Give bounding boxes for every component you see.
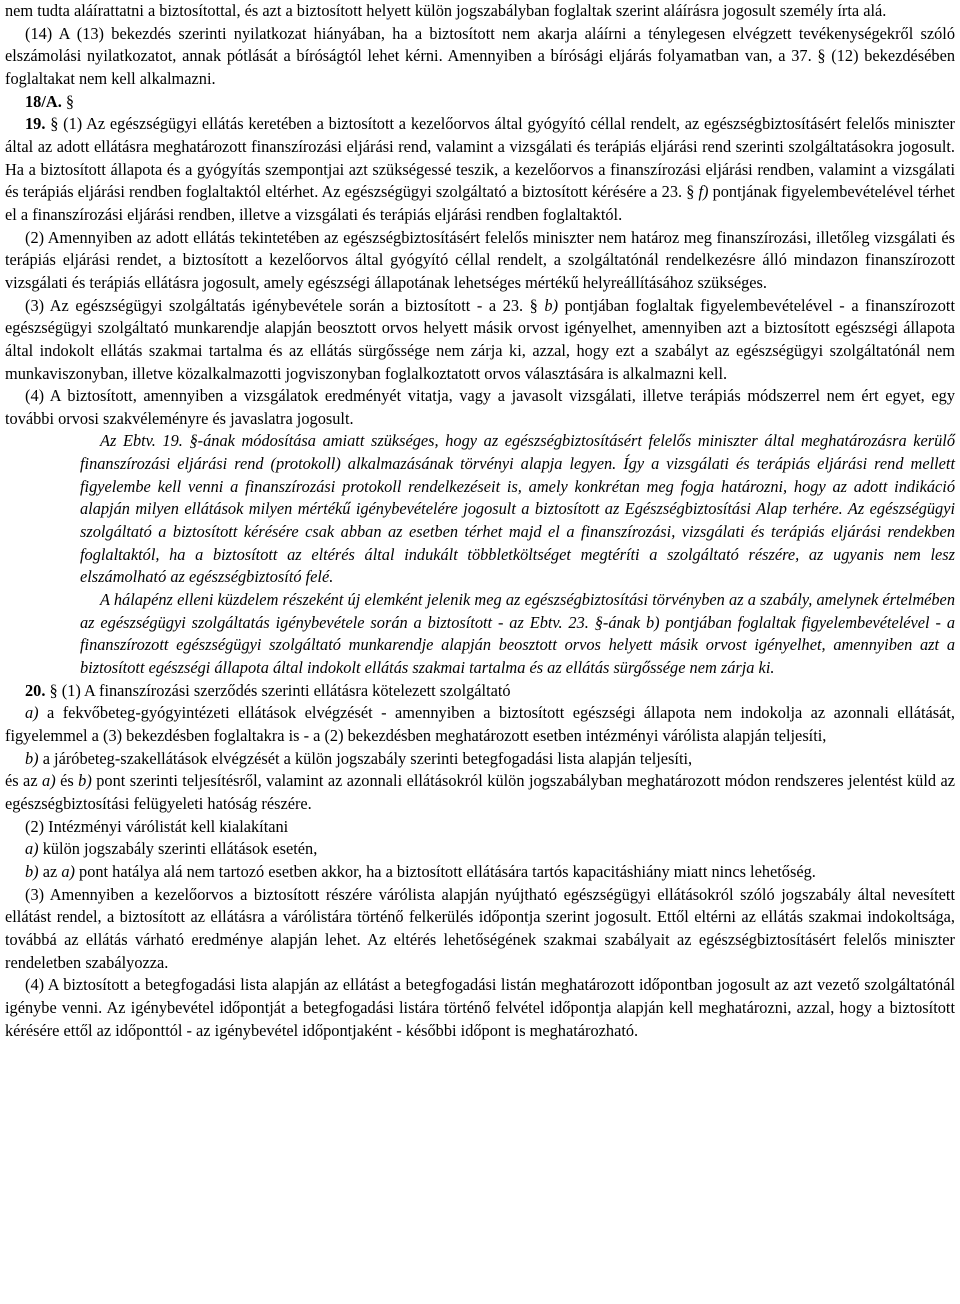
section-20-point-b: b) a járóbeteg-szakellátások elvégzését a külön jogszabály szerinti betegfogadási lista alapján teljesíti, <box>25 748 693 768</box>
section-18a-label: 18/A. <box>25 91 62 111</box>
section-20-para-3: (3) Amennyiben a kezelőorvos a biztosított részére várólista alapján nyújtható egészségügyi ellátásokról szóló jogszabály által nevesített ellátást rendel, a biztosított az ellátásra a várólistára történő felkerülés időpontja szerint jogosult. Ettől eltérni az ellátás szakmai indokoltsága, továbbá az ellátás várható eredménye alapján lehet. Az eltérés lehetőségének szakmai szabályait az egészségbiztosításért felelős miniszter rendeletben szabályozza. <box>5 884 955 972</box>
commentary-paragraph-1: Az Ebtv. 19. §-ának módosítása amiatt szükséges, hogy az egészségbiztosításért felelős miniszter által meghatározásra kerülő finanszírozási eljárási rend (protokoll) alkalmazásának törvényi alapja legyen. Így a vizsgálati és terápiás eljárási rend mellett figyelembe kell venni a finanszírozási protokoll rendelkezéseit is, amely konkrétan meg fogja határozni, hogy az adott indikáció alapján milyen ellátások milyen mértékű igénybevételére jogosult a biztosított az Egészségbiztosítási Alap terhére. Az egészségügyi szolgáltató a biztosított kérésére csak abban az esetben térhet majd el a finanszírozási, vizsgálati és terápiás eljárási rendekben foglaltaktól, ha a biztosított az eltérés által indukált többletköltséget megtéríti a szolgáltató részére, az ugyanis nem lesz elszámolható az egészségbiztosító felé. <box>80 431 955 587</box>
section-20-para-2-point-b: b) az a) pont hatálya alá nem tartozó esetben akkor, ha a biztosított ellátására tartós kapacitáshiány miatt nincs lehetőség. <box>25 861 816 881</box>
section-19-para-4: (4) A biztosított, amennyiben a vizsgálatok eredményét vitatja, vagy a javasolt vizsgálati, illetve terápiás módszerrel nem ért egyet, egy további orvosi szakvéleményre és javaslatra jogosult. <box>5 386 955 428</box>
section-19-para-1: 19. § (1) Az egészségügyi ellátás keretében a biztosított a kezelőorvos által gyógyító céllal rendelt, az egészségbiztosításért felelős miniszter által az adott ellátásra meghatározott finanszírozási eljárási rend, valamint a vizsgálati és terápiás eljárási rend szerinti szolgáltatásokra jogosult. Ha a biztosított állapota és a gyógyítás szempontjai azt szükségessé teszik, a kezelőorvos a finanszírozási eljárási rendben, valamint a vizsgálati és terápiás eljárási rendben foglaltaktól eltérhet. Az egészségügyi szolgáltató a biztosított kérésére a 23. § f) pontjának figyelembevételével térhet el a finanszírozási eljárási rendben, illetve a vizsgálati és terápiás eljárási rendben foglaltaktól. <box>5 114 955 224</box>
paragraph-continuation: nem tudta aláírattatni a biztosítottal, és azt a biztosított helyett külön jogszabályban foglaltak szerint aláírásra jogosult személy írta alá. <box>5 1 887 20</box>
section-20-para-2: (2) Intézményi várólistát kell kialakítani <box>25 816 289 836</box>
commentary-paragraph-2: A hálapénz elleni küzdelem részeként új elemként jelenik meg az egészségbiztosítási törvényben az a szabály, amelynek értelmében az egészségügyi szolgáltatás igénybevétele során a biztosított - az Ebtv. 23. §-ának b) pontjában foglaltak figyelembevételével - a finanszírozott egészségügyi szolgáltató munkarendje alapján beosztott orvos helyett másik orvost igényelhet, amennyiben azt a biztosított egészségi állapota által indokolt ellátás szakmai tartalma és az ellátás sürgőssége nem zárja ki. <box>80 590 955 678</box>
section-20-para-1: 20. § (1) A finanszírozási szerződés szerinti ellátásra kötelezett szolgáltató <box>25 680 511 700</box>
section-19-para-3: (3) Az egészségügyi szolgáltatás igénybevétele során a biztosított - a 23. § b) pontjában foglaltak figyelembevételével - a finanszírozott egészségügyi szolgáltató munkarendje alapján beosztott orvos helyett másik orvost igényelhet, amennyiben azt a biztosított egészségi állapota által indokolt ellátás szakmai tartalma és az ellátás sürgőssége nem zárja ki, azzal, hogy ezt a szabályt az egészségügyi szolgáltatónál nem munkaviszonyban, illetve közalkalmazotti jogviszonyban foglalkoztatott orvos választására is alkalmazni kell. <box>5 295 955 383</box>
section-20-para-2-point-a: a) külön jogszabály szerinti ellátások esetén, <box>25 839 318 859</box>
section-20-point-a: a) a fekvőbeteg-gyógyintézeti ellátások elvégzését - amennyiben a biztosított egészségi állapota nem indokolja az azonnali ellátását, figyelemmel a (3) bekezdésben foglaltakra is - a (2) bekezdésben meghatározott esetben intézményi várólista alapján teljesíti, <box>5 703 955 745</box>
paragraph-14: (14) A (13) bekezdés szerinti nyilatkozat hiányában, ha a biztosított nem akarja aláírni a ténylegesen elvégzett tevékenységekről szóló elszámolási nyilatkozatot, annak pótlását a bíróságtól lehet kérni. Amennyiben a bírósági eljárás folyamatban van, a 37. § (12) bekezdésében foglaltakat nem kell alkalmazni. <box>5 23 955 88</box>
section-18a-heading: 18/A. § <box>25 91 75 111</box>
section-20-para-4: (4) A biztosított a betegfogadási lista alapján az ellátást a betegfogadási listán meghatározott időpontban jogosult az azt vezető szolgáltatónál igénybe venni. Az igénybevétel időpontját a betegfogadási listára történő felvétel időpontja alapján kell meghatározni, azzal, hogy a biztosított kérésére ettől az időponttól - az igénybevétel időpontjaként - későbbi időpont is meghatározható. <box>5 975 955 1040</box>
section-19-para-2: (2) Amennyiben az adott ellátás tekintetében az egészségbiztosításért felelős miniszter nem határoz meg finanszírozási, illetőleg vizsgálati és terápiás eljárási rendet, a biztosított a kezelőorvos által gyógyító céllal rendelt, a szolgáltatónál rendelkezésre álló mindazon finanszírozott vizsgálati és terápiás ellátásra jogosult, amely egészségi állapotának lehetséges mértékű helyreállításához szükséges. <box>5 227 955 292</box>
section-20-closing: és az a) és b) pont szerinti teljesítésről, valamint az azonnali ellátásokról külön jogszabályban meghatározott módon rendszeres jelentést küld az egészségbiztosítási felügyeleti hatóság részére. <box>5 771 955 813</box>
